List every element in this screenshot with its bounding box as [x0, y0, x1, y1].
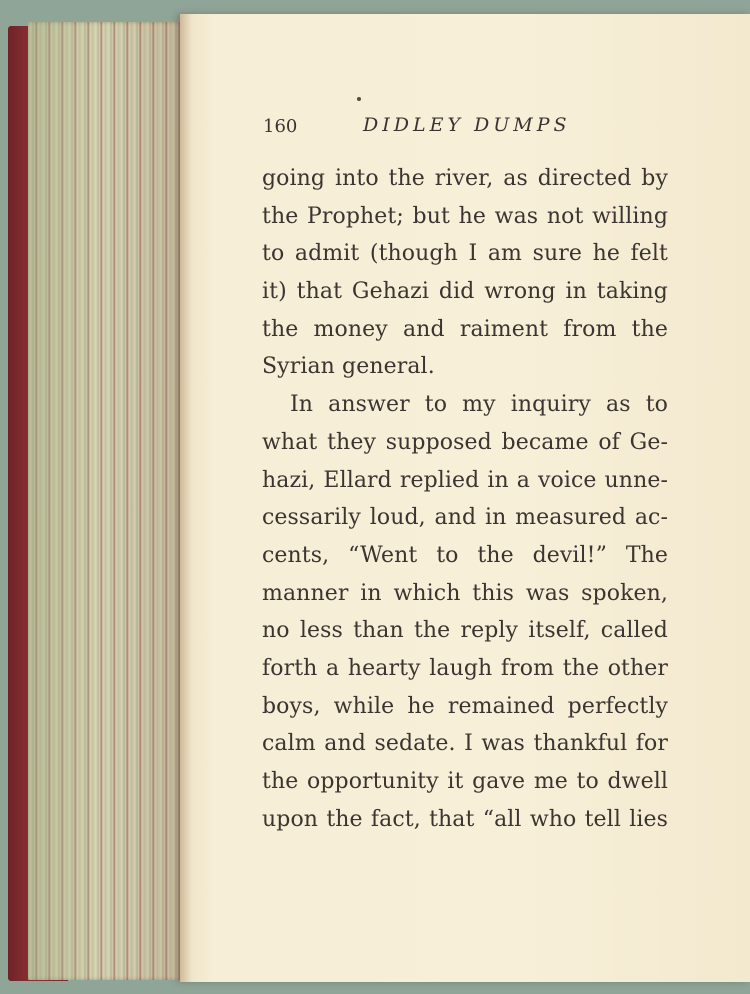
text-line: boys, while he remained perfectly	[262, 693, 668, 719]
page-edges-shade	[28, 22, 188, 980]
page-header	[263, 112, 683, 144]
page-number: 160	[263, 116, 298, 137]
text-line: manner in which this was spoken,	[262, 580, 668, 606]
text-line: the opportunity it gave me to dwell	[262, 769, 668, 794]
text-line: calm and sedate. I was thankful for	[262, 731, 668, 757]
text-line: upon the fact, that “all who tell lies	[262, 806, 668, 832]
text-line: cessarily loud, and in measured ac-	[262, 505, 668, 531]
page-gutter	[180, 14, 192, 982]
text-line: it) that Gehazi did wrong in taking	[262, 279, 668, 305]
running-title: DIDLEY DUMPS	[363, 114, 571, 136]
text-line: cents, “Went to the devil!” The	[262, 542, 668, 568]
text-line: what they supposed became of Ge-	[262, 429, 668, 455]
text-line: the money and raiment from the	[262, 316, 668, 342]
body-text	[262, 160, 668, 838]
text-line: In answer to my inquiry as to	[290, 392, 668, 418]
text-line: to admit (though I am sure he felt	[262, 241, 668, 267]
text-line: hazi, Ellard replied in a voice unne-	[262, 467, 668, 493]
text-line: Syrian general.	[262, 354, 435, 380]
ink-speck	[357, 97, 361, 101]
text-line: no less than the reply itself, called	[262, 618, 668, 644]
text-line: forth a hearty laugh from the other	[262, 655, 668, 681]
text-line: going into the river, as directed by	[262, 166, 668, 191]
text-line: the Prophet; but he was not willing	[262, 203, 668, 229]
